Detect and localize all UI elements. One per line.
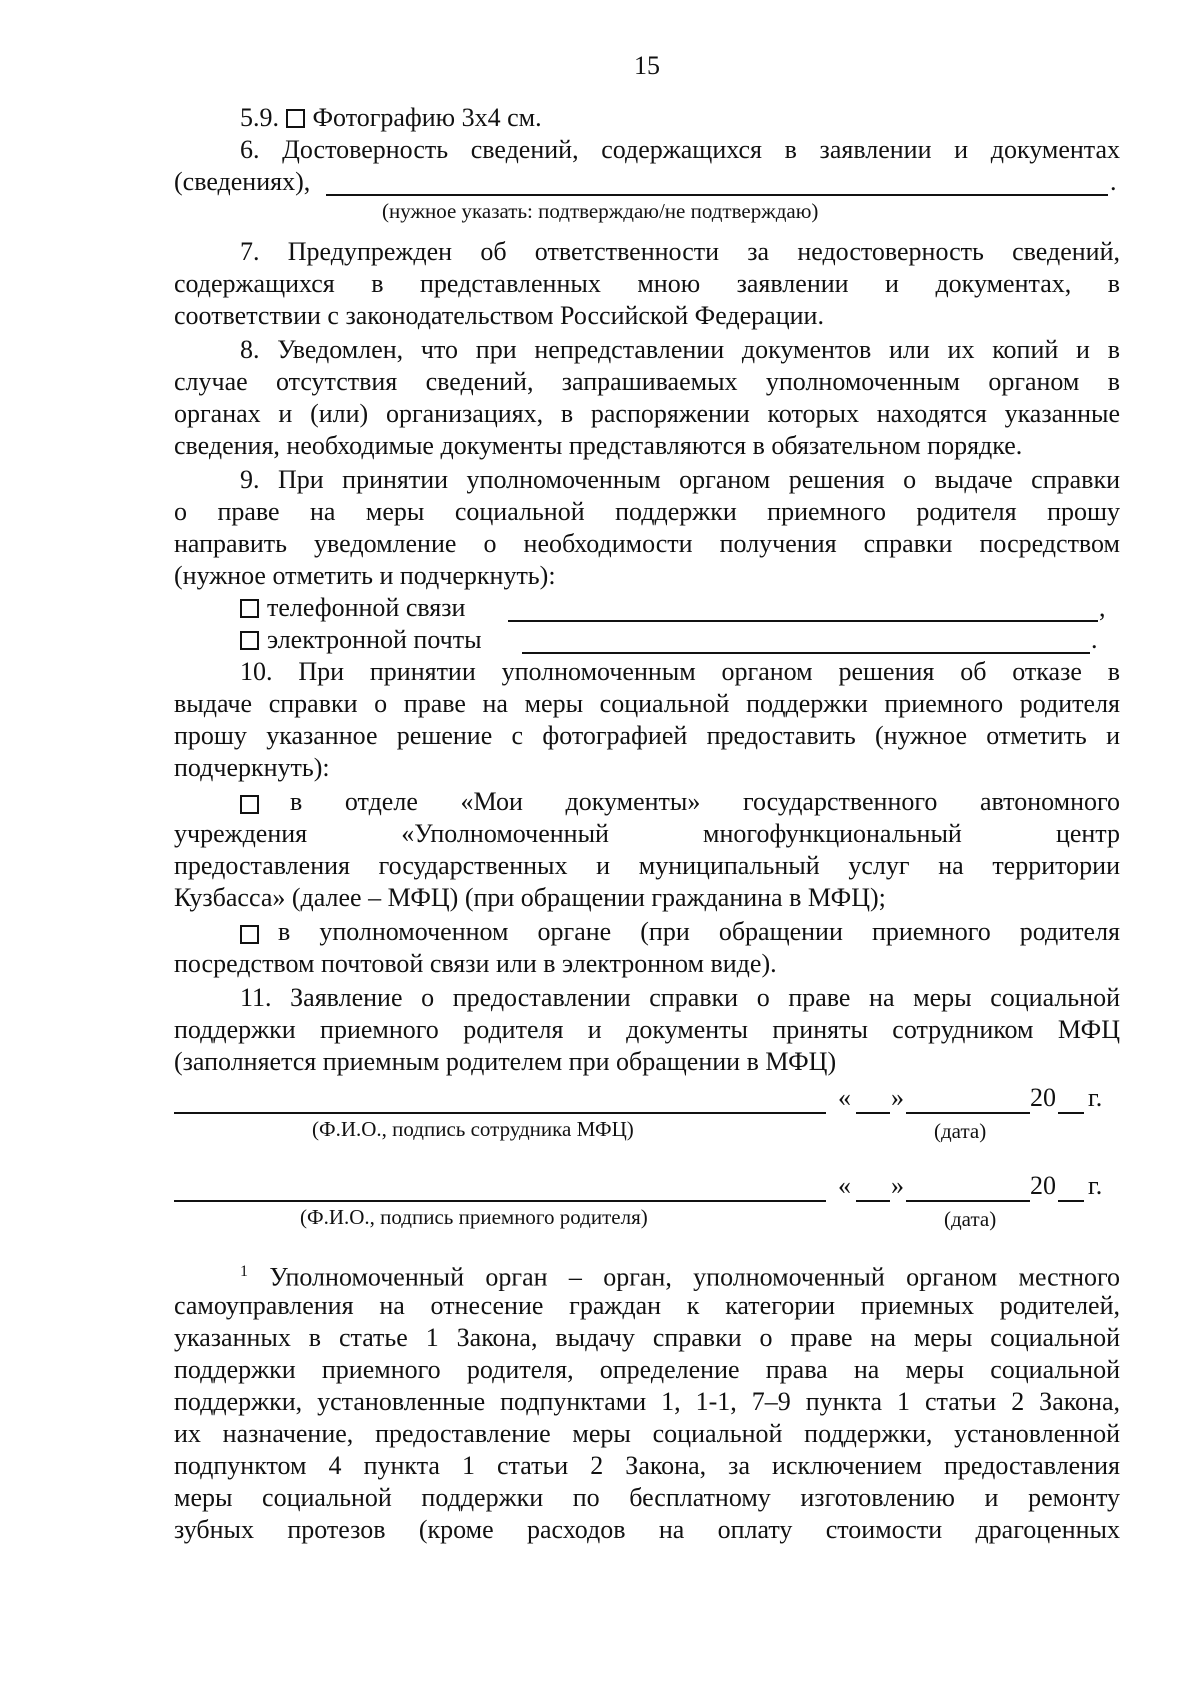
parent-day-field[interactable] bbox=[856, 1200, 890, 1202]
photo-checkbox[interactable] bbox=[286, 109, 305, 128]
mfc-day-field[interactable] bbox=[856, 1112, 890, 1114]
item-9-line2: о праве на меры социальной поддержки приемного родителя прошу bbox=[174, 497, 1120, 526]
mfc-quote-open: « bbox=[838, 1083, 851, 1112]
parent-month-field[interactable] bbox=[906, 1200, 1030, 1202]
item-9-line4: (нужное отметить и подчеркнуть): bbox=[174, 561, 556, 590]
mfc-year-prefix: 20 bbox=[1030, 1083, 1056, 1112]
authority-checkbox[interactable] bbox=[240, 925, 259, 944]
item-8-line4: сведения, необходимые документы представляются в обязательном порядке. bbox=[174, 431, 1023, 460]
item-8-line3: органах и (или) организациях, в распоряжении которых находятся указанные bbox=[174, 399, 1120, 428]
item-6-suffix: . bbox=[1110, 167, 1117, 196]
confirm-field[interactable] bbox=[326, 194, 1108, 196]
footnote-line9: зубных протезов (кроме расходов на оплату стоимости драгоценных bbox=[174, 1515, 1120, 1544]
item-6-prefix: (сведениях), bbox=[174, 167, 311, 196]
footnote-mark: 1 bbox=[240, 1263, 248, 1280]
mfc-year-field[interactable] bbox=[1058, 1112, 1084, 1114]
item-7-line3: соответствии с законодательством Российской Федерации. bbox=[174, 301, 824, 330]
item-8-line1: 8. Уведомлен, что при непредставлении документов или их копий и в bbox=[240, 335, 1120, 364]
footnote-line7: подпунктом 4 пункта 1 статьи 2 Закона, за исключением предоставления bbox=[174, 1451, 1120, 1480]
item-7-line1: 7. Предупрежден об ответственности за недостоверность сведений, bbox=[240, 237, 1120, 266]
item-6-line1: 6. Достоверность сведений, содержащихся в заявлении и документах bbox=[240, 135, 1120, 164]
parent-year-prefix: 20 bbox=[1030, 1171, 1056, 1200]
phone-option-end: , bbox=[1099, 593, 1106, 622]
item-8-line2: случае отсутствия сведений, запрашиваемых уполномоченным органом в bbox=[174, 367, 1120, 396]
authority-option-line2: посредством почтовой связи или в электронном виде). bbox=[174, 949, 777, 978]
email-field[interactable] bbox=[522, 652, 1090, 654]
item-5-9-text: Фотографию 3х4 см. bbox=[312, 103, 542, 132]
mfc-signature-caption: (Ф.И.О., подпись сотрудника МФЦ) bbox=[312, 1117, 634, 1141]
mfc-option-line1: в отделе «Мои документы» государственного автономного bbox=[290, 787, 1120, 816]
phone-checkbox[interactable] bbox=[240, 599, 259, 618]
page-number: 15 bbox=[634, 51, 660, 80]
parent-signature-caption: (Ф.И.О., подпись приемного родителя) bbox=[300, 1205, 648, 1229]
email-checkbox[interactable] bbox=[240, 631, 259, 650]
parent-year-suffix: г. bbox=[1088, 1171, 1103, 1200]
item-7-line2: содержащихся в представленных мною заявлении и документах, в bbox=[174, 269, 1120, 298]
mfc-option-line3: предоставления государственных и муниципальный услуг на территории bbox=[174, 851, 1120, 880]
parent-year-field[interactable] bbox=[1058, 1200, 1084, 1202]
mfc-quote-close: » bbox=[891, 1083, 904, 1112]
item-9-line3: направить уведомление о необходимости получения справки посредством bbox=[174, 529, 1120, 558]
footnote-line1-text: Уполномоченный орган – орган, уполномоченный органом местного bbox=[269, 1262, 1121, 1292]
mfc-checkbox[interactable] bbox=[240, 795, 259, 814]
item-9-line1: 9. При принятии уполномоченным органом решения о выдаче справки bbox=[240, 465, 1120, 494]
item-10-line4: подчеркнуть): bbox=[174, 753, 330, 782]
footnote-line5: поддержки, установленные подпунктами 1, 1-1, 7–9 пункта 1 статьи 2 Закона, bbox=[174, 1387, 1120, 1416]
parent-quote-close: » bbox=[891, 1171, 904, 1200]
item-11-line1: 11. Заявление о предоставлении справки о праве на меры социальной bbox=[240, 983, 1120, 1012]
footnote-line2: самоуправления на отнесение граждан к категории приемных родителей, bbox=[174, 1291, 1120, 1320]
mfc-year-suffix: г. bbox=[1088, 1083, 1103, 1112]
footnote-line3: указанных в статье 1 Закона, выдачу справки о праве на меры социальной bbox=[174, 1323, 1120, 1352]
item-10-line3: прошу указанное решение с фотографией предоставить (нужное отметить и bbox=[174, 721, 1120, 750]
phone-option-label: телефонной связи bbox=[267, 593, 466, 622]
mfc-date-caption: (дата) bbox=[934, 1119, 987, 1143]
item-10-line2: выдаче справки о праве на меры социальной поддержки приемного родителя bbox=[174, 689, 1120, 718]
phone-field[interactable] bbox=[508, 620, 1098, 622]
item-5-9 bbox=[240, 102, 1120, 134]
footnote-line6: их назначение, предоставление меры социальной поддержки, установленной bbox=[174, 1419, 1120, 1448]
footnote-line1 bbox=[240, 1256, 1120, 1294]
email-option-label: электронной почты bbox=[267, 625, 482, 654]
mfc-option-line2: учреждения «Уполномоченный многофункциональный центр bbox=[174, 819, 1120, 848]
mfc-month-field[interactable] bbox=[906, 1112, 1030, 1114]
mfc-option-line4: Кузбасса» (далее – МФЦ) (при обращении гражданина в МФЦ); bbox=[174, 883, 886, 912]
parent-date-caption: (дата) bbox=[944, 1207, 997, 1231]
footnote-line4: поддержки приемного родителя, определение права на меры социальной bbox=[174, 1355, 1120, 1384]
mfc-signature-field[interactable] bbox=[174, 1112, 826, 1114]
item-5-9-number: 5.9. bbox=[240, 103, 279, 132]
parent-quote-open: « bbox=[838, 1171, 851, 1200]
footnote-line8: меры социальной поддержки по бесплатному изготовлению и ремонту bbox=[174, 1483, 1120, 1512]
item-11-line2: поддержки приемного родителя и документы приняты сотрудником МФЦ bbox=[174, 1015, 1120, 1044]
item-10-line1: 10. При принятии уполномоченным органом решения об отказе в bbox=[240, 657, 1120, 686]
authority-option-line1: в уполномоченном органе (при обращении приемного родителя bbox=[278, 917, 1120, 946]
parent-signature-field[interactable] bbox=[174, 1200, 826, 1202]
item-11-line3: (заполняется приемным родителем при обращении в МФЦ) bbox=[174, 1047, 837, 1076]
item-6-hint: (нужное указать: подтверждаю/не подтверждаю) bbox=[382, 199, 819, 223]
email-option-end: . bbox=[1091, 625, 1098, 654]
